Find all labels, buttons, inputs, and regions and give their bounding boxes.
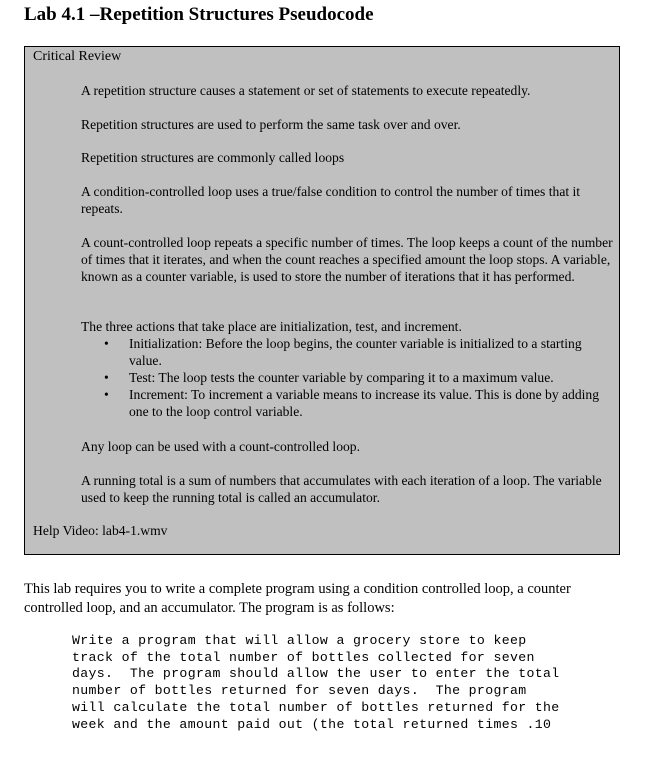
bullet-text-initialization: Initialization: Before the loop begins, the counter variable is initialized to a starting value. <box>129 336 582 368</box>
bullet-icon: • <box>104 336 109 351</box>
review-paragraph-count-controlled: A count-controlled loop repeats a specific number of times. The loop keeps a count of the number of times that it iterates, and when the count reaches a specified amount the loop stops. A variable, known as a counter variable, is used to store the number of iterations that it has performed. <box>81 235 613 284</box>
help-video-label: Help Video: lab4-1.wmv <box>33 523 168 538</box>
review-paragraph-condition-controlled: A condition-controlled loop uses a true/false condition to control the number of times that it repeats. <box>81 184 581 216</box>
review-paragraph-any-loop: Any loop can be used with a count-controlled loop. <box>81 439 360 454</box>
lab-title: Lab 4.1 –Repetition Structures Pseudocode <box>24 4 374 25</box>
three-actions-section <box>81 318 617 420</box>
review-paragraph-running-total: A running total is a sum of numbers that accumulates with each iteration of a loop. The variable used to keep the running total is called an accumulator. <box>81 473 602 505</box>
review-paragraph-repetition-structure: A repetition structure causes a statement or set of statements to execute repeatedly. <box>81 83 531 98</box>
actions-intro: The three actions that take place are initialization, test, and increment. <box>81 319 462 334</box>
lab-intro-text: This lab requires you to write a complete program using a condition controlled loop, a counter controlled loop, and an accumulator. The program is as follows: <box>24 581 571 616</box>
list-item <box>81 369 601 386</box>
bullet-icon: • <box>104 370 109 385</box>
bullet-text-increment: Increment: To increment a variable means to increase its value. This is done by adding one to the loop control variable. <box>129 387 600 419</box>
program-description: Write a program that will allow a grocery store to keep track of the total number of bottles collected for seven days. The program should allow the user to enter the total number of bottles returned for seven days. The program will calculate the total number of bottles returned for the week and the amount paid out (the total returned times .10 <box>72 633 560 732</box>
actions-list <box>81 335 617 420</box>
bullet-text-test: Test: The loop tests the counter variable by comparing it to a maximum value. <box>129 370 554 385</box>
bullet-icon: • <box>104 387 109 402</box>
list-item <box>81 335 601 369</box>
list-item <box>81 386 601 420</box>
review-paragraph-same-task: Repetition structures are used to perform the same task over and over. <box>81 117 461 132</box>
critical-review-box <box>24 46 620 555</box>
critical-review-heading: Critical Review <box>33 49 122 64</box>
review-paragraph-loops: Repetition structures are commonly called loops <box>81 150 345 165</box>
